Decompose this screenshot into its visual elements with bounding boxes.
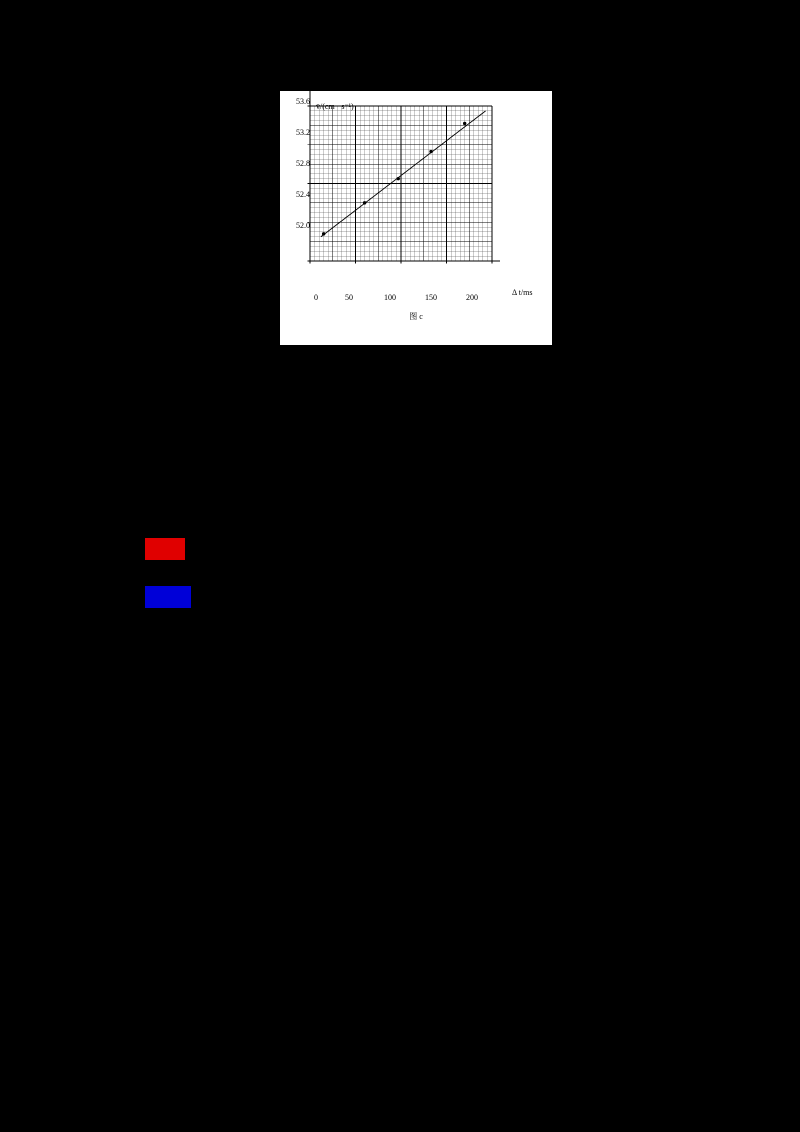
data-point bbox=[429, 150, 432, 153]
x-tick-label-100: 100 bbox=[384, 293, 396, 302]
figure-panel bbox=[280, 91, 552, 345]
data-point bbox=[322, 232, 325, 235]
x-tick-label-50: 50 bbox=[345, 293, 353, 302]
x-axis-label: Δ t/ms bbox=[512, 288, 533, 297]
data-point bbox=[363, 201, 366, 204]
x-tick-label-200: 200 bbox=[466, 293, 478, 302]
data-point bbox=[463, 122, 466, 125]
x-tick-label-150: 150 bbox=[425, 293, 437, 302]
y-axis-label: v̄/(cm · s⁻¹) bbox=[316, 102, 354, 111]
y-tick-label-5: 52.0 bbox=[296, 221, 310, 230]
data-point bbox=[397, 177, 400, 180]
y-tick-label-3: 52.8 bbox=[296, 159, 310, 168]
figure-caption: 图 c bbox=[409, 312, 423, 321]
chart-plot bbox=[280, 91, 500, 291]
redacted-red-block bbox=[145, 538, 185, 560]
y-tick-label-4: 52.4 bbox=[296, 190, 310, 199]
y-tick-label-2: 53.2 bbox=[296, 128, 310, 137]
redacted-blue-block-tail bbox=[178, 600, 191, 608]
y-tick-label-1: 53.6 bbox=[296, 97, 310, 106]
x-tick-label-0: 0 bbox=[314, 293, 318, 302]
